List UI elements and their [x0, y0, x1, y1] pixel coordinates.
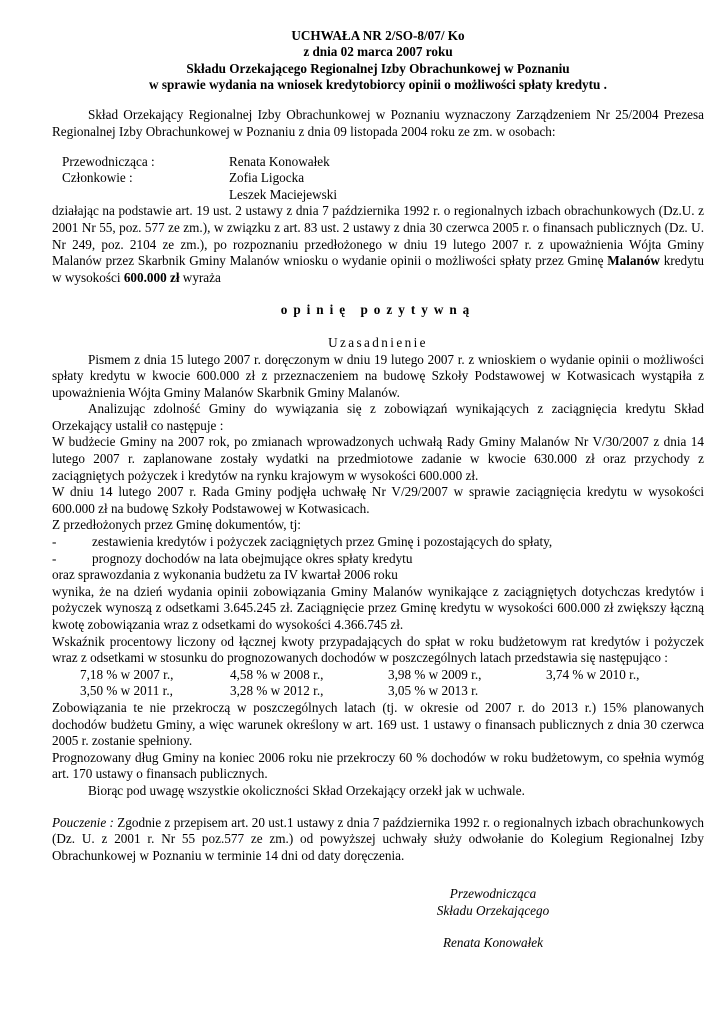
justification-heading: Uzasadnienie	[328, 334, 428, 350]
note-label: Pouczenie :	[52, 814, 114, 830]
chair-role: Przewodnicząca :	[62, 153, 155, 169]
signatory-name: Renata Konowałek	[443, 935, 543, 951]
debt-ratio-table	[80, 667, 704, 700]
panel-members	[62, 154, 704, 204]
instruction-note: Pouczenie : Zgodnie z przepisem art. 20 ust.1 ustawy z dnia 7 października 1992 r. o regionalnych izbach obrachunkowych (Dz. U. z 2001 r. Nr 55 poz.577 ze zm.) od powyższej uchwały służy odwołanie do Kolegium Regionalnej Izby Obrachunkowej w Poznaniu w terminie 14 dni od daty doręczenia.	[52, 814, 704, 863]
body-paragraph: Pismem z dnia 15 lutego 2007 r. doręczonym w dniu 19 lutego 2007 r. z wnioskiem o wydanie opinii o możliwości spłaty kredytu w kwocie 600.000 zł z przeznaczeniem na budowę Szkoły Podstawowej w Kotwasicach wystąpiła z upoważnienia Wójta Gminy Malanów Skarbnik Gminy Malanów.	[52, 351, 704, 400]
ratio-cell: 3,05 % w 2013 r.	[388, 683, 479, 699]
member-name: Leszek Maciejewski	[229, 186, 338, 202]
opinion-heading: opinię pozytywną	[280, 302, 476, 318]
ratio-cell: 7,18 % w 2007 r.,	[80, 666, 174, 682]
resolution-header	[52, 28, 704, 93]
document-page	[52, 28, 704, 878]
gmina-name: Malanów	[607, 253, 660, 269]
intro-paragraph: Skład Orzekający Regionalnej Izby Obrachunkowej w Poznaniu wyznaczony Zarządzeniem Nr 25/2004 Prezesa Regionalnej Izby Obrachunkowej w Poznaniu z dnia 09 listopada 2004 roku ze zm. w osobach:	[52, 107, 704, 139]
list-item: - zestawienia kredytów i pożyczek zaciągniętych przez Gminę i pozostających do spłaty,	[52, 534, 553, 550]
body-paragraph: Biorąc pod uwagę wszystkie okoliczności Skład Orzekający orzekł jak w uchwale.	[88, 782, 525, 798]
body-paragraph: wynika, że na dzień wydania opinii zobowiązania Gminy Malanów wynikające z zaciągniętych dotychczas kredytów i pożyczek wynoszą z odsetkami 3.645.245 zł. Zaciągnięcie przez Gminę kredytu w wysokości 600.000 zł zwiększy łączną kwotę zobowiązania wraz z odsetkami do wysokości 4.366.745 zł.	[52, 583, 704, 632]
loan-amount: 600.000 zł	[123, 269, 180, 285]
body-paragraph: Prognozowany dług Gminy na koniec 2006 roku nie przekroczy 60 % dochodów w roku budżetowym, co spełnia wymóg art. 170 ustawy o finansach publicznych.	[52, 749, 704, 782]
body-paragraph: oraz sprawozdania z wykonania budżetu za IV kwartał 2006 roku	[52, 567, 398, 583]
ratio-cell: 3,98 % w 2009 r.,	[388, 666, 482, 682]
resolution-date: z dnia 02 marca 2007 roku	[303, 44, 453, 60]
ratio-cell: 4,58 % w 2008 r.,	[230, 666, 324, 682]
body-paragraph: Z przedłożonych przez Gminę dokumentów, tj:	[52, 517, 301, 533]
body-paragraph: Zobowiązania te nie przekroczą w poszczególnych latach (tj. w okresie od 2007 r. do 2013 r.) 15% planowanych dochodów budżetu Gminy, a więc warunek określony w art. 169 ust. 1 ustawy o finansach publicznych z dnia 30 czerwca 2005 r. zostanie spełniony.	[52, 699, 704, 749]
issuing-body: Składu Orzekającego Regionalnej Izby Obrachunkowej w Poznaniu	[186, 60, 570, 76]
ratio-cell: 3,28 % w 2012 r.,	[230, 683, 324, 699]
body-paragraph: Wskaźnik procentowy liczony od łącznej kwoty przypadających do spłat w roku budżetowym rat kredytów i pożyczek wraz z odsetkami w stosunku do prognozowanych dochodów w poszczególnych latach przedstawia się następująco :	[52, 633, 704, 666]
body-paragraph: Analizując zdolność Gminy do wywiązania się z zobowiązań wynikających z zaciągnięcia kredytu Skład Orzekający ustalił co następuje :	[52, 401, 704, 433]
members-role: Członkowie :	[62, 170, 133, 186]
signature-block	[428, 886, 558, 952]
resolution-number: UCHWAŁA NR 2/SO-8/07/ Ko	[291, 28, 465, 43]
member-name: Zofia Ligocka	[229, 170, 305, 186]
legal-basis-paragraph: działając na podstawie art. 19 ust. 2 ustawy z dnia 7 października 1992 r. o regionalnych izbach obrachunkowych (Dz.U. z 2001 Nr 55, poz. 577 ze zm.), w związku z art. 83 ust. 2 ustawy z dnia 30 czerwca 2005 r. o finansach publicznych (Dz. U. Nr 249, poz. 2104 ze zm.), po rozpoznaniu przedłożonego w dniu 19 lutego 2007 r. z upoważnienia Wójta Gminy Malanów przez Skarbnik Gminy Malanów wniosku o wydanie opinii o możliwości spłaty przez Gminę Malanów kredytu w wysokości 600.000 zł wyraża	[52, 203, 704, 285]
ratio-cell: 3,50 % w 2011 r.,	[80, 683, 173, 699]
body-paragraph: W budżecie Gminy na 2007 rok, po zmianach wprowadzonych uchwałą Rady Gminy Malanów Nr V/30/2007 z dnia 14 lutego 2007 r. zaplanowane zostały wydatki na przedmiotowe zadanie w kwocie 630.000 zł oraz przychody z zaciągniętych pożyczek i kredytów na rynku krajowym w wysokości 600.000 zł.	[52, 434, 704, 483]
signature-body: Składu Orzekającego	[436, 902, 550, 918]
signature-title: Przewodnicząca	[449, 886, 537, 901]
list-item: - prognozy dochodów na lata obejmujące okres spłaty kredytu	[52, 550, 413, 566]
chair-name: Renata Konowałek	[229, 153, 330, 169]
body-paragraph: W dniu 14 lutego 2007 r. Rada Gminy podjęła uchwałę Nr V/29/2007 w sprawie zaciągnięcia kredytu w wysokości 600.000 zł na budowę Szkoły Podstawowej w Kotwasicach.	[52, 484, 704, 516]
resolution-subject: w sprawie wydania na wniosek kredytobiorcy opinii o możliwości spłaty kredytu .	[149, 76, 607, 92]
ratio-cell: 3,74 % w 2010 r.,	[546, 666, 640, 682]
